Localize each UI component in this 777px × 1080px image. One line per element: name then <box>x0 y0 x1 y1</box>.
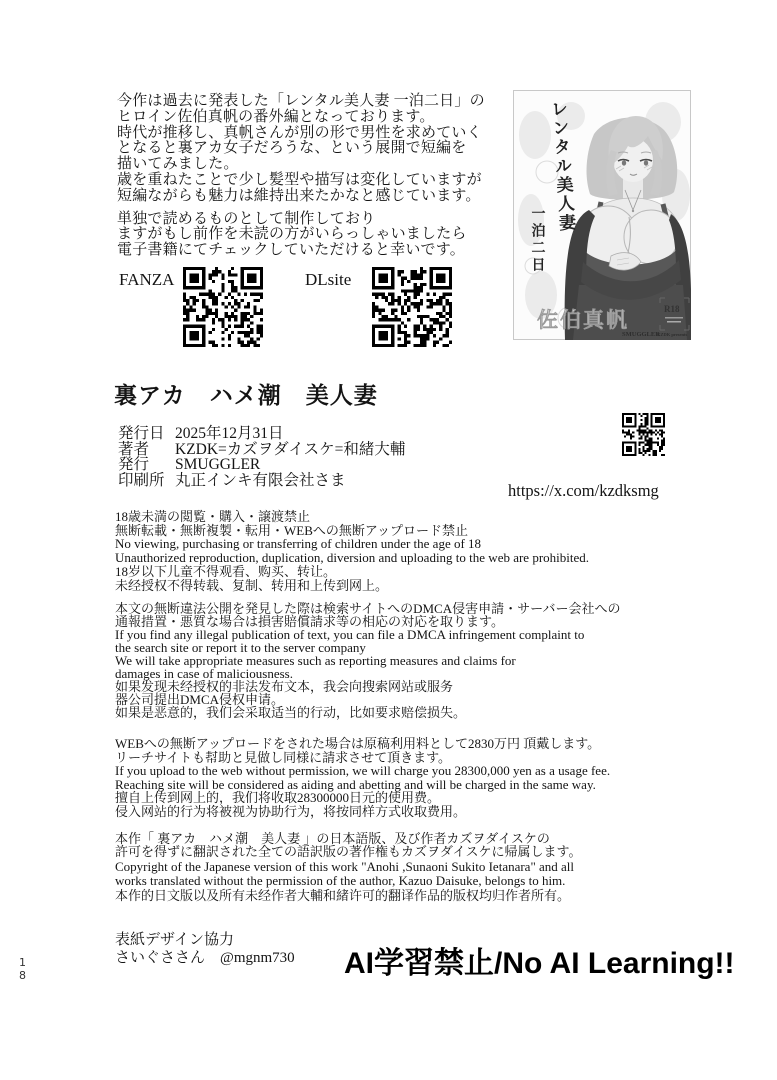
dmca-line: 器公司提出DMCA侵权申请。 <box>115 692 285 707</box>
dmca-line: 如果是恶意的，我们会采取适当的行动，比如要求赔偿损失。 <box>115 705 467 720</box>
r18-label: R18 <box>664 304 680 314</box>
page-number-digit: 1 <box>19 956 26 969</box>
publication-info <box>118 426 405 488</box>
dlsite-label: DLsite <box>305 270 352 289</box>
dmca-line: If you find any illegal publication of text, you can file a DMCA infringement complaint to <box>115 627 585 642</box>
x-profile-qr-code-icon <box>622 413 665 456</box>
previous-work-cover-image <box>513 90 691 340</box>
fanza-label: FANZA <box>119 270 175 289</box>
copyright-notice <box>115 832 581 902</box>
dmca-line: We will take appropriate measures such as reporting measures and claims for <box>115 653 516 668</box>
copyright-line: 許可を得ずに翻訳された全ての語訳版の著作権もカズヲダイスケに帰属します。 <box>115 844 582 860</box>
dmca-notice <box>115 602 620 719</box>
copyright-line: 本作的日文版以及所有未经作者大輔和緒许可的翻译作品的版权均归作者所有。 <box>115 887 571 903</box>
publication-value: SMUGGLER <box>175 456 261 474</box>
usage-fee-notice <box>115 737 610 818</box>
afterword-line: 短編ながらも魅力は維持出来たかなと感じています。 <box>117 187 481 204</box>
page-number-digit: 8 <box>19 969 26 982</box>
dmca-line: 通報措置・悪質な場合は損害賠償請求等の相応の対応を取ります。 <box>115 614 504 629</box>
publication-row <box>118 473 405 489</box>
publication-label: 著者 <box>118 440 150 458</box>
copyright-line: 本作「 裏アカ ハメ潮 美人妻 」の日本語版、及び作者カズヲダイスケの <box>115 831 550 846</box>
restriction-line: Unauthorized reproduction, duplication, diversion and uploading to the web are prohibited. <box>115 550 590 566</box>
restriction-line: 18岁以下儿童不得观看、购买、转让。 <box>115 563 337 579</box>
afterword-line: となると裏アカ女子だろうな、という展開で短編を <box>117 140 467 157</box>
publication-label: 印刷所 <box>118 471 165 489</box>
restriction-line: 無断転載・無断複製・転用・WEBへの無断アップロード禁止 <box>115 522 468 538</box>
usage-fee-line: Reaching site will be considered as aiding and abetting and will be charged in the same way. <box>115 776 596 792</box>
dlsite-qr-code-icon <box>372 267 452 347</box>
copyright-line: works translated without the permission of the author, Kazuo Daisuke, belongs to him. <box>115 872 566 888</box>
restriction-line: 未经授权不得转载、复制、转用和上传到网上。 <box>115 577 389 593</box>
publication-value: 2025年12月31日 <box>175 425 284 442</box>
restriction-line: 18歳未満の閲覧・購入・譲渡禁止 <box>115 509 311 524</box>
work-title: 裏アカ ハメ潮 美人妻 <box>114 383 378 408</box>
afterword-line: 歳を重ねたことで少し髪型や描写は変化していますが <box>117 171 482 188</box>
usage-fee-line: 擅自上传到网上的，我们将收取28300000日元的使用费。 <box>115 790 441 805</box>
afterword-line: 今作は過去に発表した「レンタル美人妻 一泊二日」の <box>117 93 485 109</box>
usage-fee-line: リーチサイトも幇助と見做し同様に請求させて頂きます。 <box>115 749 452 765</box>
dmca-line: 本文の無断違法公開を発見した際は検索サイトへのDMCA侵害申請・サーバー会社への <box>115 601 621 616</box>
publication-value: KZDK=カズヲダイスケ=和緒大輔 <box>175 440 406 458</box>
afterword-line: 描いてみました。 <box>117 156 239 173</box>
afterword-line: ヒロイン佐伯真帆の番外編となっております。 <box>117 108 435 125</box>
usage-fee-line: 侵入网站的行为将被视为协助行为，将按同样方式收取费用。 <box>115 803 467 819</box>
cover-circle-label: KZDK presents <box>657 332 688 337</box>
usage-fee-line: If you upload to the web without permission, we will charge you 28300,000 yen as a usage fee. <box>115 763 611 778</box>
no-ai-learning-notice: AI学習禁止/No AI Learning!! <box>344 947 735 980</box>
dmca-line: the search site or report it to the server company <box>115 640 366 655</box>
cover-heroine-name: 佐伯真帆 <box>537 308 629 332</box>
afterword-line: ますがもし前作を未読の方がいらっしゃいましたら <box>117 226 467 243</box>
usage-fee-line: WEBへの無断アップロードをされた場合は原稿利用料として2830万円 頂戴します。 <box>115 736 601 751</box>
publication-row <box>118 442 405 458</box>
dmca-line: 如果发现未经授权的非法发布文本，我会向搜索网站或服务 <box>115 679 454 694</box>
afterword-line: 単独で読めるものとして制作しており <box>117 210 376 227</box>
publication-row <box>118 426 405 442</box>
x-profile-url: https://x.com/kzdksmg <box>508 481 659 500</box>
publication-row <box>118 457 405 473</box>
page-number <box>19 956 26 982</box>
cover-series-title: レンタル美人妻 <box>547 99 576 234</box>
restriction-line: No viewing, purchasing or transferring of children under the age of 18 <box>115 536 482 552</box>
publication-label: 発行日 <box>118 425 165 442</box>
dmca-line: damages in case of maliciousness. <box>115 666 293 681</box>
cover-brand-label: SMUGGLER <box>622 331 660 338</box>
copyright-line: Copyright of the Japanese version of this work "Anohi ,Sunaoni Sukito Ietanara" and all <box>115 859 575 875</box>
afterword-line: 時代が推移し、真帆さんが別の形で男性を求めていく <box>117 124 482 141</box>
cover-design-credit-value: さいぐささん @mgnm730 <box>115 950 295 966</box>
publication-value: 丸正インキ有限会社さま <box>175 471 346 489</box>
publication-label: 発行 <box>118 456 150 474</box>
fanza-qr-code-icon <box>183 267 263 347</box>
afterword-text <box>117 94 485 259</box>
cover-series-subtitle: 一泊二日 <box>529 206 545 274</box>
age-restriction-notice <box>115 510 589 592</box>
cover-design-credit-label: 表紙デザイン協力 <box>115 932 234 948</box>
afterword-line: 電子書籍にてチェックしていただけると幸いです。 <box>117 242 465 259</box>
